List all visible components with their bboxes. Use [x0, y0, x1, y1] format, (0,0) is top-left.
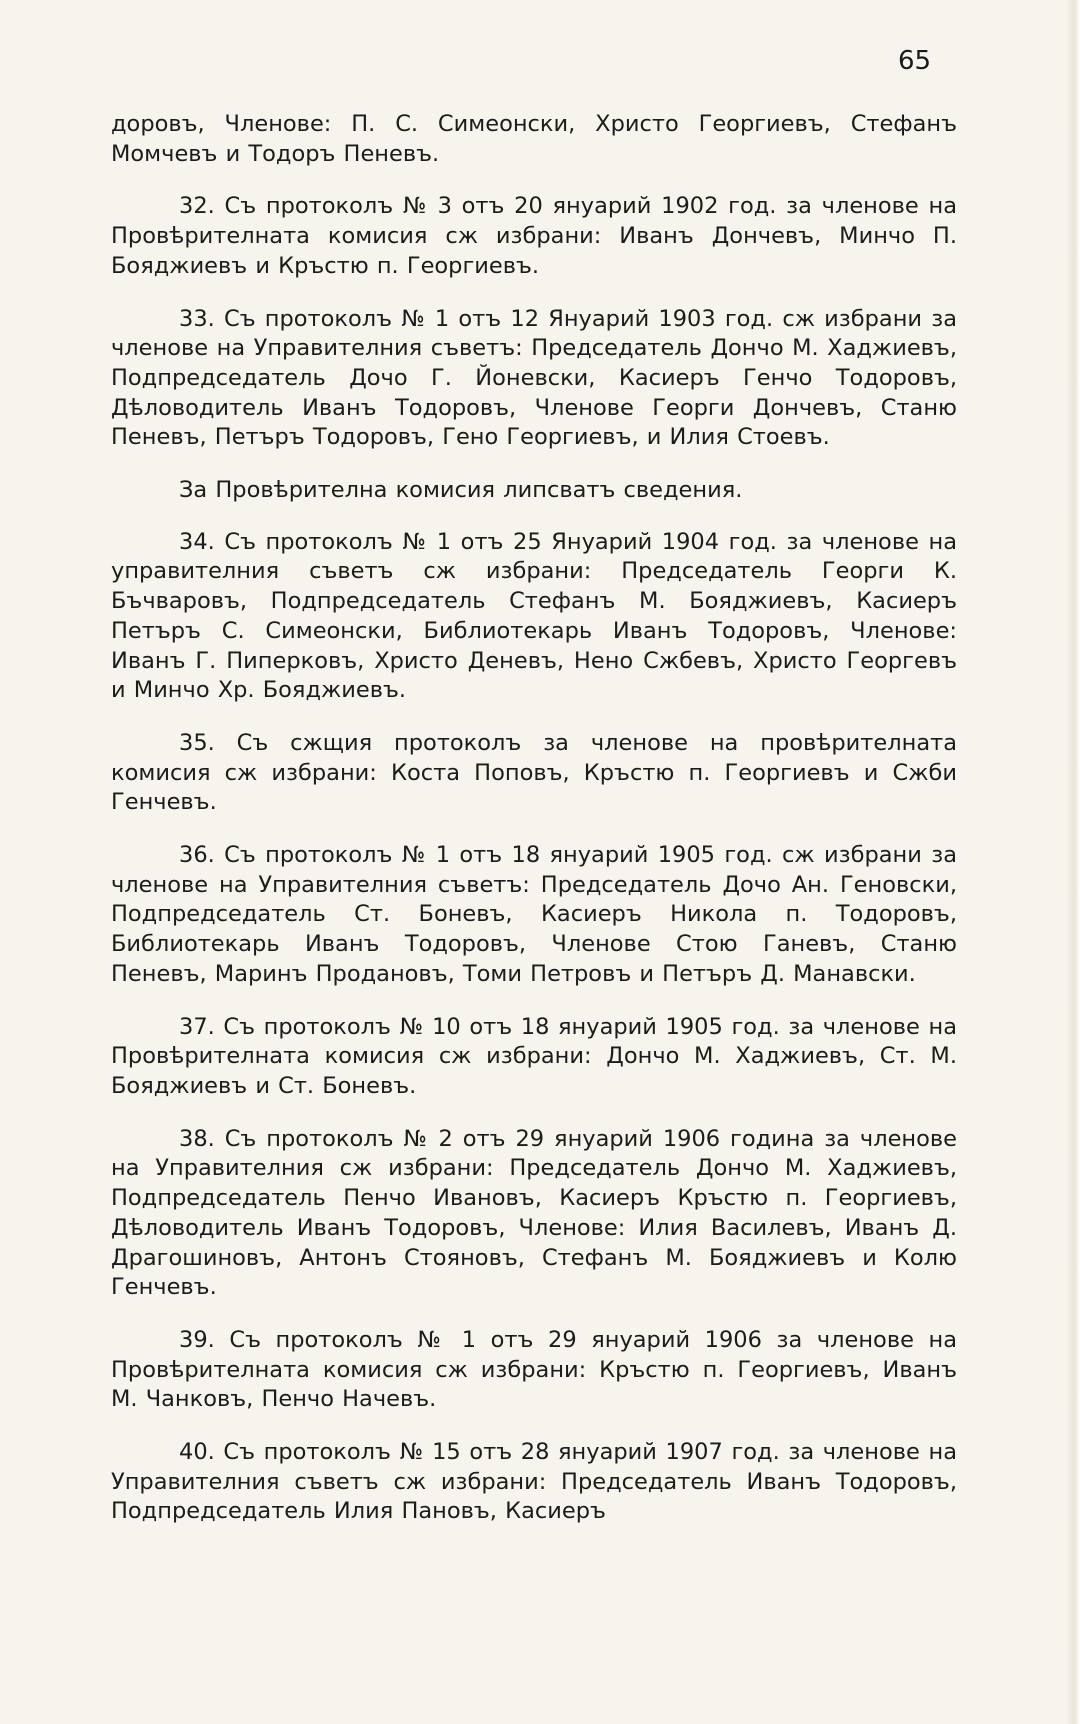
paragraph-35: 35. Съ сжщия протоколъ за членове на провѣрителната комисия сж избрани: Коста Поповъ, Кръстю п. Георгиевъ и Сжби Генчевъ.: [111, 729, 957, 816]
page-edge: [1066, 0, 1080, 1724]
paragraph-continued: доровъ, Членове: П. С. Симеонски, Христо Георгиевъ, Стефанъ Момчевъ и Тодоръ Пеневъ.: [111, 111, 957, 167]
paragraph-note: За Провѣрителна комисия липсватъ сведения.: [179, 477, 743, 504]
paragraph-37: 37. Съ протоколъ № 10 отъ 18 януарий 1905 год. за членове на Провѣрителната комисия сж избрани: Дончо М. Хаджиевъ, Ст. М. Бояджиевъ и Ст. Боневъ.: [111, 1013, 957, 1099]
paragraph-32: 32. Съ протоколъ № 3 отъ 20 януарий 1902 год. за членове на Провѣрителната комисия сж избрани: Иванъ Дончевъ, Минчо П. Бояджиевъ и Кръстю п. Георгиевъ.: [111, 193, 957, 279]
paragraph-38: 38. Съ протоколъ № 2 отъ 29 януарий 1906 година за членове на Управителния сж избрани: Председатель Дончо М. Хаджиевъ, Подпредседатель Пенчо Ивановъ, Касиеръ Кръстю п. Георгиевъ, Дѣловодитель Иванъ Тодоровъ, Членове: Илия Василевъ, Иванъ Д. Драгошиновъ, Антонъ Стояновъ, Стефанъ М. Бояджиевъ и Колю Генчевъ.: [111, 1125, 957, 1301]
paragraph-34: 34. Съ протоколъ № 1 отъ 25 Януарий 1904 год. за членове на управителния съветъ сж избрани: Председатель Георги К. Бъчваровъ, Подпредседатель Стефанъ М. Бояджиевъ, Касиеръ Петъръ С. Симеонски, Библиотекарь Иванъ Тодоровъ, Членове: Иванъ Г. Пиперковъ, Христо Деневъ, Нено Сжбевъ, Христо Георгевъ и Минчо Хр. Бояджиевъ.: [111, 528, 957, 704]
paragraph-39: 39. Съ протоколъ № 1 отъ 29 януарий 1906 за членове на Провѣрителната комисия сж избрани: Кръстю п. Георгиевъ, Иванъ М. Чанковъ, Пенчо Начевъ.: [111, 1326, 957, 1413]
page-number: 65: [898, 46, 932, 76]
page-body-text: [111, 110, 957, 1550]
paragraph-36: 36. Съ протоколъ № 1 отъ 18 януарий 1905 год. сж избрани за членове на Управителния съветъ: Председатель Дочо Ан. Геновски, Подпредседатель Ст. Боневъ, Касиеръ Никола п. Тодоровъ, Библиотекарь Иванъ Тодоровъ, Членове Стою Ганевъ, Станю Пеневъ, Маринъ Продановъ, Томи Петровъ и Петъръ Д. Манавски.: [111, 842, 957, 987]
paragraph-33: 33. Съ протоколъ № 1 отъ 12 Януарий 1903 год. сж избрани за членове на Управителния съветъ: Председатель Дончо М. Хаджиевъ, Подпредседатель Дочо Г. Йоневски, Касиеръ Генчо Тодоровъ, Дѣловодитель Иванъ Тодоровъ, Членове Георги Дончевъ, Станю Пеневъ, Петъръ Тодоровъ, Гено Георгиевъ, и Илия Стоевъ.: [111, 305, 957, 451]
paragraph-40: 40. Съ протоколъ № 15 отъ 28 януарий 1907 год. за членове на Управителния съветъ сж избрани: Председатель Иванъ Тодоровъ, Подпредседатель Илия Пановъ, Касиеръ: [111, 1439, 957, 1525]
